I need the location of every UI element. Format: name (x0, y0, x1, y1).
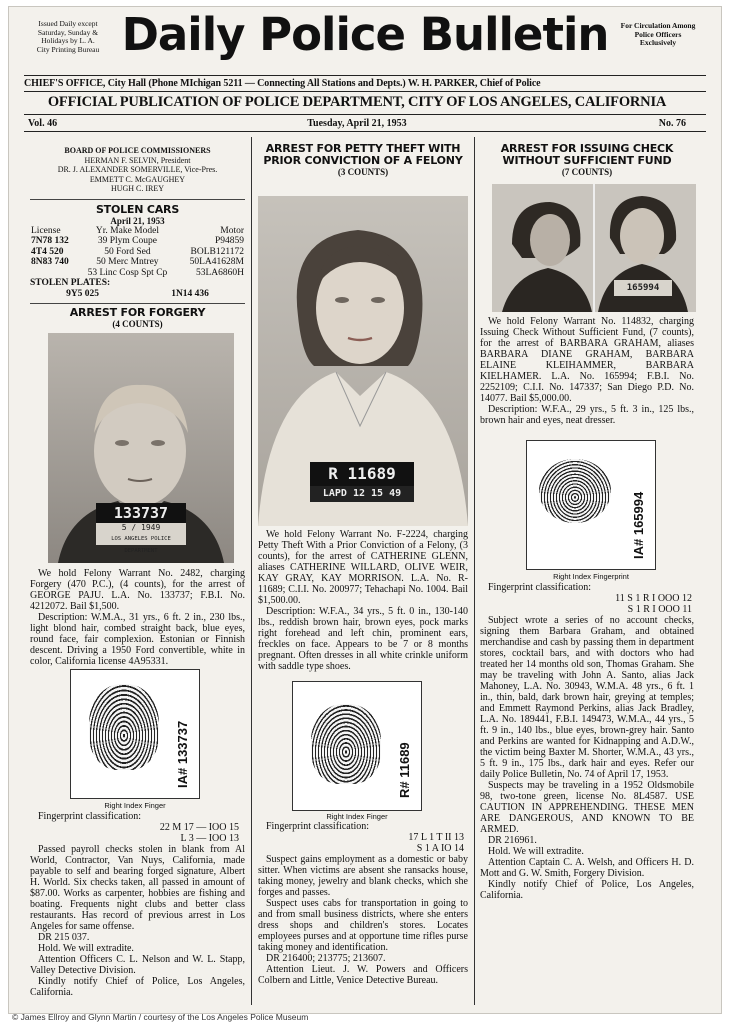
table-cell: 53 Linc Cosp Spt Cp (87, 267, 168, 278)
fingerprint-image (89, 684, 159, 770)
column-right (480, 143, 694, 177)
petty-theft-title: ARREST FOR PETTY THEFT WITH PRIOR CONVICTION OF A FELONY (263, 142, 463, 167)
fingerprint-caption: Right Index Finger (104, 801, 166, 810)
stolen-cars-date: April 21, 1953 (110, 215, 165, 226)
masthead-title: Daily Police Bulletin (121, 8, 609, 61)
fp-class-label: Fingerprint classification: (38, 811, 142, 822)
table-row (30, 236, 245, 247)
board-member: HUGH C. IREY (110, 184, 165, 193)
chiefs-office-line: CHIEF'S OFFICE, City Hall (Phone MIchigan 5211 — Connecting All Stations and Depts.) W. H. PARKER, Chief of Police (24, 78, 541, 89)
table-cell: 50LA41628M (189, 257, 244, 267)
table-cell: 8N83 740 (31, 257, 69, 267)
table-cell (30, 268, 78, 279)
issue-number: No. 76 (658, 118, 686, 129)
table-cell: P94859 (214, 236, 244, 246)
petty-theft-description: Description: W.F.A., 34 yrs., 5 ft. 0 in., 130-140 lbs., reddish brown hair, brown eyes, pock marks right forehead and left chin, prominent ears, freckles on face. Appears to be 7 or 8 months pregnant. Often dresses in all white crinkle uniform with saddle type shoes. (258, 606, 468, 672)
table-header: License (31, 225, 61, 236)
fingerprint-label: R# 11689 (397, 742, 412, 798)
mugshot-barbara-graham (492, 184, 696, 312)
petty-theft-counts: (3 COUNTS) (337, 167, 389, 177)
fp-class-line: 11 S 1 R I OOO 12 (615, 593, 692, 604)
fingerprint-caption: Right Index Finger (326, 812, 388, 821)
forgery-attention: Attention Officers C. L. Nelson and W. L. Stapp, Valley Detective Division. (30, 954, 245, 976)
forgery-counts: (4 COUNTS) (112, 319, 163, 329)
check-details (480, 582, 694, 901)
petty-theft-details-2: Suspect uses cabs for transportation in going to and from small business districts, where she enters dress shops and children's stores. Locates employees purses and at opportune time rifles purse taking money and identification. (258, 898, 468, 953)
column-middle (258, 143, 468, 177)
fingerprint-card-paju (70, 669, 200, 799)
check-warrant: We hold Felony Warrant No. 114832, charging Issuing Check Without Sufficient Fund, (7 counts), for the arrest of BARBARA GRAHAM, aliases BARBARA DIANE GRAHAM, BARBARA ELAINE KLEIHAMMER, BARBARA KIELHAMER. L.A. No. 165994; F.B.I. No. 2252109; C.I.I. No. 147337; San Diego P.D. No. 14077. Bail $5,000.00. (480, 316, 694, 404)
table-header: Yr. Make Model (95, 225, 159, 236)
petty-theft-details (258, 821, 468, 986)
table-cell: 53LA6860H (195, 267, 244, 278)
table-header-row (30, 226, 245, 237)
petty-theft-text (258, 529, 468, 672)
check-details-text: Subject wrote a series of no account checks, signing them Barbara Graham, and obtained merchandise and cash by passing them in department stores, cocktail bars, and with doctors who had treated her 14 months old son, Thomas Graham. She may be traveling with John A. Santo, alias Jack Mahoney, L.A. No. 30943, W.M.A. 48 yrs., 6 ft. 1 in., thin, bald, dark brown hair, greying at temples; and Emmett Raymond Perkins, alias Jack Bradley, L.A. No. 189441, F.B.I. 149473, W.M.A., 44 yrs., 5 ft. 9 in., 140 lbs., blue eyes, brown-grey hair. Santo and Perkins are wanted for Kidnapping and A.D.W., the victim being Baxter M. Shorter, W.M.A., 43 yrs., 5 ft. 9 in., 175 lbs., dark hair and eyes. Refer our daily Police Bulletin, No. 74 of April 17, 1953. (480, 615, 694, 780)
board-of-commissioners (30, 146, 245, 194)
fp-class-line: S 1 A IO 14 (416, 843, 464, 854)
mugshot-catherine-glenn (258, 196, 468, 526)
fp-class-line: S 1 R I OOO 11 (627, 604, 692, 615)
rule (24, 131, 706, 132)
check-title: ARREST FOR ISSUING CHECK WITHOUT SUFFICIENT FUND (500, 142, 674, 167)
fingerprint-caption: Right Index Fingerprint (553, 572, 629, 581)
mugshot-george-paju (48, 333, 234, 563)
fingerprint-card-glenn (292, 681, 422, 811)
rule (24, 91, 706, 92)
photo-credit: © James Ellroy and Glynn Martin / courtesy of the Los Angeles Police Museum (12, 1012, 309, 1022)
fingerprint-label: IA# 165994 (631, 491, 646, 559)
table-row (30, 257, 245, 268)
forgery-warrant: We hold Felony Warrant No. 2482, charging Forgery (470 P.C.), (4 counts), for the arrest of GEORGE PAJU. L.A. No. 133737; F.B.I. No. 4212072. Bail $1,500. (30, 568, 245, 612)
booking-number: 165994 (614, 280, 672, 296)
petty-theft-attention: Attention Lieut. J. W. Powers and Officers Colbern and Little, Venice Detective Bureau. (258, 964, 468, 986)
petty-theft-warrant: We hold Felony Warrant No. F-2224, charging Petty Theft With a Prior Conviction of a Felony, (3 counts), for the arrest of CATHERINE GLENN, aliases CATHERINE WILLARD, OLIVE WEIR, KAY GRAY, KAY MORRISON. L.A. No. R-11689; C.I.I. No. 200977; Tehachapi No. 1004. Bail $1,500.00. (258, 529, 468, 606)
rule (24, 75, 706, 76)
left-note: Issued Daily except Saturday, Sunday & Holidays by L. A. City Printing Bureau (36, 19, 100, 54)
fp-class-label: Fingerprint classification: (488, 582, 592, 593)
table-row (30, 247, 245, 258)
fingerprint-image (539, 459, 611, 523)
issue-date: Tuesday, April 21, 1953 (307, 118, 407, 129)
stolen-plates-label: STOLEN PLATES: (30, 278, 111, 288)
board-member: EMMETT C. McGAUGHEY (89, 174, 186, 184)
table-header: Motor (220, 225, 244, 236)
board-member: DR. J. ALEXANDER SOMERVILLE, Vice-Pres. (57, 165, 218, 174)
official-publication-line: OFFICIAL PUBLICATION OF POLICE DEPARTMENT, CITY OF LOS ANGELES, CALIFORNIA (47, 94, 667, 110)
booking-number: 133737 (96, 503, 186, 523)
fingerprint-card-graham (526, 440, 656, 570)
right-note: For Circulation Among Police Officers Exclusively (620, 21, 696, 48)
petty-theft-dr: DR 216400; 213775; 213607. (266, 953, 386, 964)
plate: 9Y5 025 (66, 289, 100, 299)
plate: 1N14 436 (171, 289, 209, 299)
petty-theft-details-1: Suspect gains employment as a domestic or baby sitter. When victims are absent she ransacks house, taking money, jewelry and blank checks, which she forges and passes. (258, 854, 468, 898)
board-heading: BOARD OF POLICE COMMISSIONERS (64, 146, 211, 155)
forgery-title: ARREST FOR FORGERY (69, 306, 206, 319)
booking-date: 5 / 1949 (96, 523, 186, 533)
table-cell: 4T4 520 (31, 246, 64, 257)
fp-class-label: Fingerprint classification: (266, 821, 370, 832)
table-cell: BOLB121172 (190, 246, 244, 257)
column-divider (251, 137, 252, 1005)
forgery-dr: DR 215 037. (38, 932, 90, 943)
board-member: HERMAN F. SELVIN, President (84, 155, 191, 165)
forgery-hold: Hold. We will extradite. (38, 943, 134, 954)
fp-class-line: 22 M 17 — IOO 15 (159, 822, 239, 833)
stolen-plates (30, 289, 245, 300)
rule (24, 114, 706, 115)
check-hold: Hold. We will extradite. (488, 846, 584, 857)
forgery-details-text: Passed payroll checks stolen in blank from Al World, Contractor, Van Nuys, California, made payable to self and bearing forged signature, Albert H. World. Six checks taken, all passed in amount of $87.00. Works as carpenter, hobbies are fishing and boating. Frequents night clubs and better class restaurants. Has record of previous arrest in Los Angeles for same offense. (30, 844, 245, 932)
check-dr: DR 216961. (488, 835, 537, 846)
table-row (30, 268, 245, 279)
table-cell: 50 Merc Mntrey (96, 257, 159, 267)
column-divider (474, 137, 475, 1005)
volume: Vol. 46 (28, 118, 58, 129)
fingerprint-label: IA# 133737 (175, 720, 190, 788)
table-cell: 7N78 132 (31, 236, 69, 246)
check-attention: Attention Captain C. A. Welsh, and Officers H. D. Mott and G. W. Smith, Forgery Division. (480, 857, 694, 879)
forgery-text (30, 568, 245, 667)
forgery-notify: Kindly notify Chief of Police, Los Angeles, California. (30, 976, 245, 998)
check-description: Description: W.F.A., 29 yrs., 5 ft. 3 in., 125 lbs., brown hair and eyes, neat dresser. (480, 404, 694, 426)
fp-class-line: L 3 — IOO 13 (180, 833, 239, 844)
column-left (30, 146, 245, 329)
booking-number: R 11689 (310, 462, 414, 486)
check-counts: (7 COUNTS) (561, 167, 613, 177)
check-suspects: Suspects may be traveling in a 1952 Oldsmobile 98, two-tone green, license No. 8L4587. USE CAUTION IN APPREHENDING. THESE MEN ARE DANGEROUS, AND KNOWN TO BE ARMED. (480, 780, 694, 835)
stolen-cars-table (30, 226, 245, 279)
table-cell: 50 Ford Sed (104, 246, 151, 257)
fingerprint-image (311, 704, 381, 784)
booking-subline: LAPD 12 15 49 (310, 486, 414, 502)
check-notify: Kindly notify Chief of Police, Los Angeles, California. (480, 879, 694, 901)
forgery-description: Description: W.M.A., 31 yrs., 6 ft. 2 in., 230 lbs., light blond hair, combed straight back, blue eyes, round face, fair complexion. Estonian or Finnish descent. Driving a 1950 Ford convertible, white in color, California license 4A95331. (30, 612, 245, 667)
forgery-details (30, 811, 245, 998)
stolen-cars-title: STOLEN CARS (95, 202, 180, 216)
table-cell: 39 Plym Coupe (97, 236, 157, 246)
rule (30, 303, 245, 304)
rule (30, 199, 245, 200)
check-text (480, 316, 694, 426)
fp-class-line: 17 L 1 T II 13 (408, 832, 464, 843)
booking-caption: LOS ANGELES POLICE DEPARTMENT (96, 533, 186, 545)
